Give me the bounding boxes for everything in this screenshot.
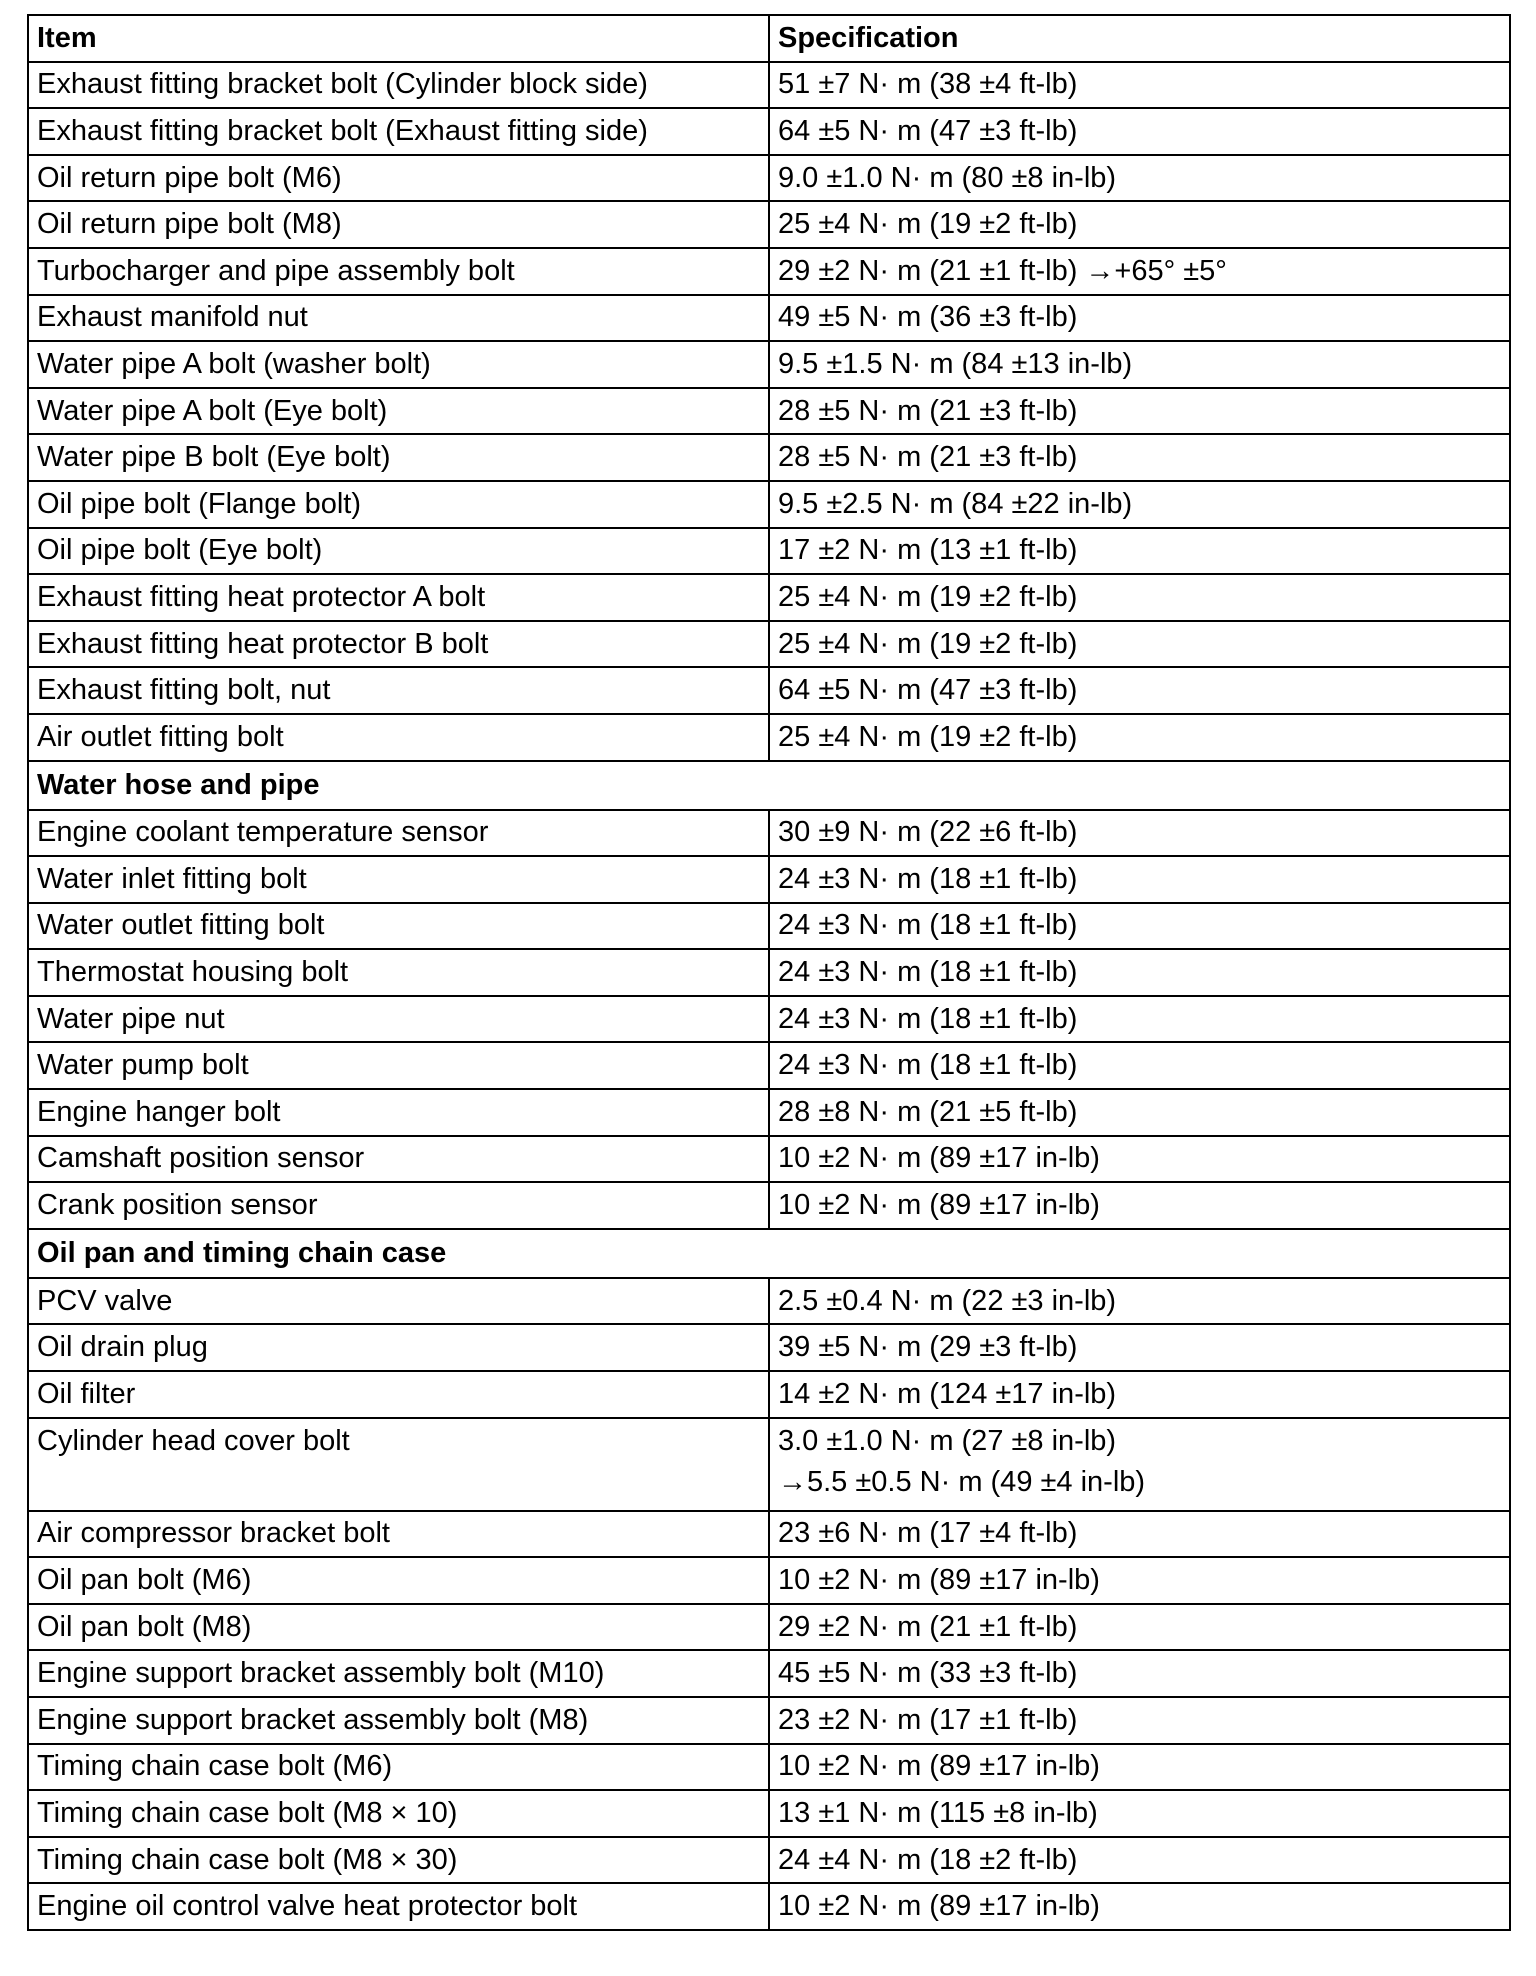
spec-cell: 23 ±6 N· m (17 ±4 ft-lb) (769, 1511, 1510, 1558)
header-item: Item (28, 15, 769, 62)
torque-spec-table (27, 14, 1511, 1931)
table-row (28, 434, 1510, 481)
item-cell: Oil pipe bolt (Eye bolt) (28, 528, 769, 575)
spec-cell: 13 ±1 N· m (115 ±8 in-lb) (769, 1790, 1510, 1837)
item-cell: Oil pan bolt (M8) (28, 1604, 769, 1651)
item-cell: Engine support bracket assembly bolt (M8) (28, 1697, 769, 1744)
table-row (28, 481, 1510, 528)
item-cell: Timing chain case bolt (M8 × 30) (28, 1837, 769, 1884)
spec-cell: 39 ±5 N· m (29 ±3 ft-lb) (769, 1324, 1510, 1371)
spec-cell: 24 ±4 N· m (18 ±2 ft-lb) (769, 1837, 1510, 1884)
table-row (28, 1697, 1510, 1744)
item-cell: Engine hanger bolt (28, 1089, 769, 1136)
table-row (28, 714, 1510, 761)
item-cell: Exhaust fitting bolt, nut (28, 667, 769, 714)
spec-cell: 10 ±2 N· m (89 ±17 in-lb) (769, 1182, 1510, 1229)
item-cell: Exhaust fitting heat protector A bolt (28, 574, 769, 621)
item-cell: Oil drain plug (28, 1324, 769, 1371)
item-cell: Camshaft position sensor (28, 1136, 769, 1183)
table-row (28, 1042, 1510, 1089)
table-row (28, 810, 1510, 857)
spec-cell: 25 ±4 N· m (19 ±2 ft-lb) (769, 574, 1510, 621)
spec-cell: 29 ±2 N· m (21 ±1 ft-lb) (769, 1604, 1510, 1651)
item-cell: Oil return pipe bolt (M6) (28, 155, 769, 202)
spec-cell: 25 ±4 N· m (19 ±2 ft-lb) (769, 201, 1510, 248)
spec-cell: 28 ±5 N· m (21 ±3 ft-lb) (769, 388, 1510, 435)
item-cell: Water pipe A bolt (Eye bolt) (28, 388, 769, 435)
item-cell: Air compressor bracket bolt (28, 1511, 769, 1558)
section-row-oil-pan (28, 1229, 1510, 1278)
table-row (28, 295, 1510, 342)
spec-cell: 29 ±2 N· m (21 ±1 ft-lb) →+65° ±5° (769, 248, 1510, 295)
table-row (28, 1089, 1510, 1136)
item-cell: Oil pan bolt (M6) (28, 1557, 769, 1604)
item-cell: Timing chain case bolt (M6) (28, 1744, 769, 1791)
table-row (28, 528, 1510, 575)
item-cell: Engine coolant temperature sensor (28, 810, 769, 857)
item-cell: Oil filter (28, 1371, 769, 1418)
table-row (28, 621, 1510, 668)
item-cell: Engine oil control valve heat protector bolt (28, 1883, 769, 1930)
table-row (28, 903, 1510, 950)
table-row (28, 1650, 1510, 1697)
table-row (28, 1136, 1510, 1183)
spec-cell: 30 ±9 N· m (22 ±6 ft-lb) (769, 810, 1510, 857)
spec-cell: 24 ±3 N· m (18 ±1 ft-lb) (769, 949, 1510, 996)
table-row (28, 201, 1510, 248)
table-row (28, 1511, 1510, 1558)
item-cell: Water pipe A bolt (washer bolt) (28, 341, 769, 388)
item-cell: Water pipe B bolt (Eye bolt) (28, 434, 769, 481)
spec-cell: 28 ±8 N· m (21 ±5 ft-lb) (769, 1089, 1510, 1136)
table-row (28, 62, 1510, 109)
table-row (28, 341, 1510, 388)
item-cell: Water pipe nut (28, 996, 769, 1043)
item-cell: Air outlet fitting bolt (28, 714, 769, 761)
spec-cell: 10 ±2 N· m (89 ±17 in-lb) (769, 1136, 1510, 1183)
item-cell: PCV valve (28, 1278, 769, 1325)
item-cell: Cylinder head cover bolt (28, 1418, 769, 1511)
table-row (28, 1837, 1510, 1884)
spec-cell: 25 ±4 N· m (19 ±2 ft-lb) (769, 621, 1510, 668)
table-row (28, 667, 1510, 714)
table-row (28, 949, 1510, 996)
spec-cell: 9.5 ±2.5 N· m (84 ±22 in-lb) (769, 481, 1510, 528)
spec-cell: 64 ±5 N· m (47 ±3 ft-lb) (769, 667, 1510, 714)
spec-cell: 24 ±3 N· m (18 ±1 ft-lb) (769, 856, 1510, 903)
table-row (28, 574, 1510, 621)
table-row (28, 155, 1510, 202)
table-row (28, 1557, 1510, 1604)
table-row (28, 388, 1510, 435)
item-cell: Timing chain case bolt (M8 × 10) (28, 1790, 769, 1837)
table-row (28, 1744, 1510, 1791)
table-row (28, 1418, 1510, 1511)
table-row (28, 1182, 1510, 1229)
spec-cell: 28 ±5 N· m (21 ±3 ft-lb) (769, 434, 1510, 481)
table-row (28, 1883, 1510, 1930)
item-cell: Exhaust fitting bracket bolt (Exhaust fitting side) (28, 108, 769, 155)
item-cell: Engine support bracket assembly bolt (M10) (28, 1650, 769, 1697)
section-title: Water hose and pipe (28, 761, 1510, 810)
table-row (28, 996, 1510, 1043)
spec-line-2: →5.5 ±0.5 N· m (49 ±4 in-lb) (778, 1465, 1146, 1498)
spec-cell: 9.0 ±1.0 N· m (80 ±8 in-lb) (769, 155, 1510, 202)
spec-line-1: 3.0 ±1.0 N· m (27 ±8 in-lb) (778, 1424, 1117, 1457)
spec-cell: 64 ±5 N· m (47 ±3 ft-lb) (769, 108, 1510, 155)
item-cell: Water pump bolt (28, 1042, 769, 1089)
table-row (28, 1324, 1510, 1371)
spec-cell: 24 ±3 N· m (18 ±1 ft-lb) (769, 1042, 1510, 1089)
spec-cell: 24 ±3 N· m (18 ±1 ft-lb) (769, 996, 1510, 1043)
spec-cell: 51 ±7 N· m (38 ±4 ft-lb) (769, 62, 1510, 109)
item-cell: Oil return pipe bolt (M8) (28, 201, 769, 248)
table-row (28, 248, 1510, 295)
spec-cell: 25 ±4 N· m (19 ±2 ft-lb) (769, 714, 1510, 761)
spec-cell: 45 ±5 N· m (33 ±3 ft-lb) (769, 1650, 1510, 1697)
item-cell: Thermostat housing bolt (28, 949, 769, 996)
spec-cell: 24 ±3 N· m (18 ±1 ft-lb) (769, 903, 1510, 950)
spec-cell (769, 1418, 1510, 1511)
spec-cell: 10 ±2 N· m (89 ±17 in-lb) (769, 1557, 1510, 1604)
table-row (28, 1278, 1510, 1325)
spec-cell: 49 ±5 N· m (36 ±3 ft-lb) (769, 295, 1510, 342)
header-specification: Specification (769, 15, 1510, 62)
item-cell: Exhaust manifold nut (28, 295, 769, 342)
spec-cell: 17 ±2 N· m (13 ±1 ft-lb) (769, 528, 1510, 575)
spec-cell: 14 ±2 N· m (124 ±17 in-lb) (769, 1371, 1510, 1418)
item-cell: Crank position sensor (28, 1182, 769, 1229)
spec-cell: 23 ±2 N· m (17 ±1 ft-lb) (769, 1697, 1510, 1744)
spec-cell: 10 ±2 N· m (89 ±17 in-lb) (769, 1744, 1510, 1791)
item-cell: Exhaust fitting bracket bolt (Cylinder block side) (28, 62, 769, 109)
item-cell: Water outlet fitting bolt (28, 903, 769, 950)
table-row (28, 1604, 1510, 1651)
section-title: Oil pan and timing chain case (28, 1229, 1510, 1278)
spec-cell: 10 ±2 N· m (89 ±17 in-lb) (769, 1883, 1510, 1930)
item-cell: Turbocharger and pipe assembly bolt (28, 248, 769, 295)
item-cell: Oil pipe bolt (Flange bolt) (28, 481, 769, 528)
section-row-water-hose (28, 761, 1510, 810)
item-cell: Water inlet fitting bolt (28, 856, 769, 903)
spec-cell: 2.5 ±0.4 N· m (22 ±3 in-lb) (769, 1278, 1510, 1325)
table-row (28, 1371, 1510, 1418)
item-cell: Exhaust fitting heat protector B bolt (28, 621, 769, 668)
table-row (28, 856, 1510, 903)
table-row (28, 108, 1510, 155)
table-row (28, 1790, 1510, 1837)
table-header-row (28, 15, 1510, 62)
spec-cell: 9.5 ±1.5 N· m (84 ±13 in-lb) (769, 341, 1510, 388)
